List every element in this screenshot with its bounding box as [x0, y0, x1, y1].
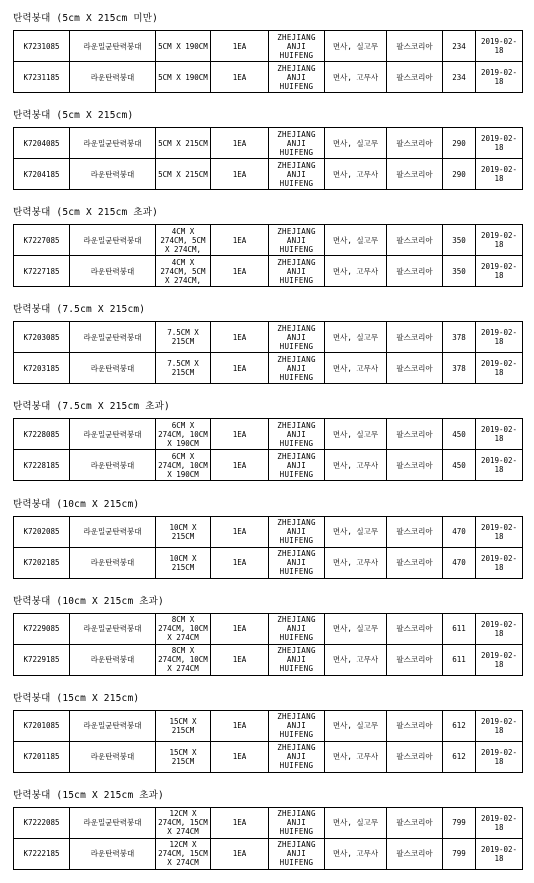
- product-code-cell: K7227085: [14, 225, 70, 256]
- seller-cell: 팔스코리아: [387, 419, 443, 450]
- price-cell: 612: [443, 741, 476, 772]
- product-table: [13, 30, 523, 93]
- seller-cell: 팔스코리아: [387, 353, 443, 384]
- product-table: [13, 418, 523, 481]
- unit-cell: 1EA: [211, 644, 269, 675]
- manufacturer-cell: ZHEJIANG ANJI HUIFENG: [269, 322, 325, 353]
- seller-cell: 팔스코리아: [387, 225, 443, 256]
- price-cell: 612: [443, 710, 476, 741]
- price-cell: 290: [443, 128, 476, 159]
- table-row: [14, 322, 523, 353]
- section-title: 탄력붕대 (10cm X 215cm 초과): [13, 595, 164, 607]
- unit-cell: 1EA: [211, 419, 269, 450]
- material-cell: 면사, 고무사: [325, 741, 387, 772]
- table-row: [14, 159, 523, 190]
- seller-cell: 팔스코리아: [387, 31, 443, 62]
- date-cell: 2019-02-18: [476, 710, 523, 741]
- seller-cell: 팔스코리아: [387, 838, 443, 869]
- price-cell: 234: [443, 31, 476, 62]
- section-title: 탄력붕대 (7.5cm X 215cm): [13, 304, 146, 316]
- material-cell: 면사, 실고무: [325, 807, 387, 838]
- date-cell: 2019-02-18: [476, 419, 523, 450]
- price-cell: 378: [443, 322, 476, 353]
- material-cell: 면사, 고무사: [325, 838, 387, 869]
- table-row: [14, 516, 523, 547]
- seller-cell: 팔스코리아: [387, 613, 443, 644]
- material-cell: 면사, 고무사: [325, 256, 387, 287]
- unit-cell: 1EA: [211, 225, 269, 256]
- product-name-cell: 라운탄력붕대: [70, 838, 156, 869]
- manufacturer-cell: ZHEJIANG ANJI HUIFENG: [269, 31, 325, 62]
- table-row: [14, 225, 523, 256]
- date-cell: 2019-02-18: [476, 322, 523, 353]
- date-cell: 2019-02-18: [476, 741, 523, 772]
- material-cell: 면사, 실고무: [325, 419, 387, 450]
- product-code-cell: K7203185: [14, 353, 70, 384]
- date-cell: 2019-02-18: [476, 128, 523, 159]
- product-name-cell: 라운밀균탄력붕대: [70, 128, 156, 159]
- size-spec-cell: 8CM X 274CM, 10CM X 274CM: [156, 613, 211, 644]
- product-code-cell: K7229085: [14, 613, 70, 644]
- product-code-cell: K7229185: [14, 644, 70, 675]
- unit-cell: 1EA: [211, 128, 269, 159]
- material-cell: 면사, 실고무: [325, 322, 387, 353]
- date-cell: 2019-02-18: [476, 159, 523, 190]
- product-code-cell: K7227185: [14, 256, 70, 287]
- size-spec-cell: 5CM X 215CM: [156, 159, 211, 190]
- product-table: [13, 613, 523, 676]
- price-cell: 611: [443, 644, 476, 675]
- price-cell: 799: [443, 838, 476, 869]
- table-row: [14, 644, 523, 675]
- date-cell: 2019-02-18: [476, 838, 523, 869]
- unit-cell: 1EA: [211, 838, 269, 869]
- size-spec-cell: 4CM X 274CM, 5CM X 274CM,: [156, 256, 211, 287]
- product-name-cell: 라운탄력붕대: [70, 741, 156, 772]
- seller-cell: 팔스코리아: [387, 516, 443, 547]
- seller-cell: 팔스코리아: [387, 710, 443, 741]
- seller-cell: 팔스코리아: [387, 450, 443, 481]
- unit-cell: 1EA: [211, 353, 269, 384]
- table-row: [14, 547, 523, 578]
- product-name-cell: 라운탄력붕대: [70, 159, 156, 190]
- manufacturer-cell: ZHEJIANG ANJI HUIFENG: [269, 225, 325, 256]
- material-cell: 면사, 고무사: [325, 547, 387, 578]
- size-spec-cell: 7.5CM X 215CM: [156, 322, 211, 353]
- product-code-cell: K7204085: [14, 128, 70, 159]
- material-cell: 면사, 고무사: [325, 159, 387, 190]
- product-code-cell: K7203085: [14, 322, 70, 353]
- unit-cell: 1EA: [211, 62, 269, 93]
- material-cell: 면사, 실고무: [325, 128, 387, 159]
- seller-cell: 팔스코리아: [387, 159, 443, 190]
- product-name-cell: 라운탄력붕대: [70, 547, 156, 578]
- manufacturer-cell: ZHEJIANG ANJI HUIFENG: [269, 159, 325, 190]
- unit-cell: 1EA: [211, 613, 269, 644]
- date-cell: 2019-02-18: [476, 644, 523, 675]
- product-name-cell: 라운밀균탄력붕대: [70, 225, 156, 256]
- table-row: [14, 256, 523, 287]
- material-cell: 면사, 고무사: [325, 644, 387, 675]
- unit-cell: 1EA: [211, 807, 269, 838]
- product-table: [13, 321, 523, 384]
- size-spec-cell: 12CM X 274CM, 15CM X 274CM: [156, 838, 211, 869]
- date-cell: 2019-02-18: [476, 353, 523, 384]
- product-code-cell: K7222185: [14, 838, 70, 869]
- unit-cell: 1EA: [211, 256, 269, 287]
- unit-cell: 1EA: [211, 741, 269, 772]
- product-code-cell: K7202185: [14, 547, 70, 578]
- manufacturer-cell: ZHEJIANG ANJI HUIFENG: [269, 741, 325, 772]
- price-cell: 378: [443, 353, 476, 384]
- date-cell: 2019-02-18: [476, 807, 523, 838]
- product-name-cell: 라운탄력붕대: [70, 62, 156, 93]
- unit-cell: 1EA: [211, 547, 269, 578]
- material-cell: 면사, 고무사: [325, 62, 387, 93]
- size-spec-cell: 8CM X 274CM, 10CM X 274CM: [156, 644, 211, 675]
- product-code-cell: K7231185: [14, 62, 70, 93]
- product-name-cell: 라운밀균탄력붕대: [70, 613, 156, 644]
- product-code-cell: K7222085: [14, 807, 70, 838]
- manufacturer-cell: ZHEJIANG ANJI HUIFENG: [269, 450, 325, 481]
- material-cell: 면사, 실고무: [325, 225, 387, 256]
- section-title: 탄력붕대 (10cm X 215cm): [13, 498, 140, 510]
- seller-cell: 팔스코리아: [387, 322, 443, 353]
- table-row: [14, 741, 523, 772]
- size-spec-cell: 10CM X 215CM: [156, 516, 211, 547]
- section-title: 탄력붕대 (7.5cm X 215cm 초과): [13, 401, 170, 413]
- material-cell: 면사, 실고무: [325, 31, 387, 62]
- size-spec-cell: 7.5CM X 215CM: [156, 353, 211, 384]
- date-cell: 2019-02-18: [476, 62, 523, 93]
- product-name-cell: 라운탄력붕대: [70, 450, 156, 481]
- seller-cell: 팔스코리아: [387, 807, 443, 838]
- manufacturer-cell: ZHEJIANG ANJI HUIFENG: [269, 807, 325, 838]
- material-cell: 면사, 고무사: [325, 450, 387, 481]
- size-spec-cell: 6CM X 274CM, 10CM X 190CM: [156, 450, 211, 481]
- seller-cell: 팔스코리아: [387, 741, 443, 772]
- manufacturer-cell: ZHEJIANG ANJI HUIFENG: [269, 128, 325, 159]
- product-name-cell: 라운밀균탄력붕대: [70, 807, 156, 838]
- price-cell: 611: [443, 613, 476, 644]
- product-code-cell: K7228085: [14, 419, 70, 450]
- product-code-cell: K7231085: [14, 31, 70, 62]
- section-title: 탄력붕대 (5cm X 215cm 미만): [13, 13, 159, 24]
- table-row: [14, 419, 523, 450]
- table-row: [14, 613, 523, 644]
- manufacturer-cell: ZHEJIANG ANJI HUIFENG: [269, 516, 325, 547]
- table-row: [14, 807, 523, 838]
- size-spec-cell: 12CM X 274CM, 15CM X 274CM: [156, 807, 211, 838]
- table-row: [14, 710, 523, 741]
- manufacturer-cell: ZHEJIANG ANJI HUIFENG: [269, 613, 325, 644]
- seller-cell: 팔스코리아: [387, 62, 443, 93]
- price-cell: 470: [443, 516, 476, 547]
- price-cell: 799: [443, 807, 476, 838]
- size-spec-cell: 5CM X 215CM: [156, 128, 211, 159]
- date-cell: 2019-02-18: [476, 256, 523, 287]
- manufacturer-cell: ZHEJIANG ANJI HUIFENG: [269, 644, 325, 675]
- price-cell: 450: [443, 450, 476, 481]
- date-cell: 2019-02-18: [476, 613, 523, 644]
- unit-cell: 1EA: [211, 516, 269, 547]
- product-name-cell: 라운탄력붕대: [70, 256, 156, 287]
- product-code-cell: K7201085: [14, 710, 70, 741]
- manufacturer-cell: ZHEJIANG ANJI HUIFENG: [269, 710, 325, 741]
- manufacturer-cell: ZHEJIANG ANJI HUIFENG: [269, 547, 325, 578]
- price-cell: 234: [443, 62, 476, 93]
- size-spec-cell: 10CM X 215CM: [156, 547, 211, 578]
- date-cell: 2019-02-18: [476, 450, 523, 481]
- table-row: [14, 450, 523, 481]
- table-row: [14, 838, 523, 869]
- manufacturer-cell: ZHEJIANG ANJI HUIFENG: [269, 256, 325, 287]
- product-code-cell: K7201185: [14, 741, 70, 772]
- table-row: [14, 353, 523, 384]
- product-name-cell: 라운탄력붕대: [70, 353, 156, 384]
- size-spec-cell: 5CM X 190CM: [156, 31, 211, 62]
- date-cell: 2019-02-18: [476, 225, 523, 256]
- product-name-cell: 라운밀균탄력붕대: [70, 516, 156, 547]
- size-spec-cell: 15CM X 215CM: [156, 710, 211, 741]
- unit-cell: 1EA: [211, 710, 269, 741]
- product-name-cell: 라운탄력붕대: [70, 644, 156, 675]
- section-title: 탄력붕대 (5cm X 215cm 초과): [13, 207, 159, 219]
- size-spec-cell: 15CM X 215CM: [156, 741, 211, 772]
- size-spec-cell: 4CM X 274CM, 5CM X 274CM,: [156, 225, 211, 256]
- product-name-cell: 라운밀균탄력붕대: [70, 419, 156, 450]
- price-cell: 350: [443, 225, 476, 256]
- product-code-cell: K7202085: [14, 516, 70, 547]
- unit-cell: 1EA: [211, 159, 269, 190]
- product-code-cell: K7204185: [14, 159, 70, 190]
- manufacturer-cell: ZHEJIANG ANJI HUIFENG: [269, 838, 325, 869]
- table-row: [14, 62, 523, 93]
- date-cell: 2019-02-18: [476, 516, 523, 547]
- seller-cell: 팔스코리아: [387, 547, 443, 578]
- seller-cell: 팔스코리아: [387, 644, 443, 675]
- section-title: 탄력붕대 (15cm X 215cm 초과): [13, 789, 164, 801]
- price-cell: 450: [443, 419, 476, 450]
- product-name-cell: 라운밀균탄력붕대: [70, 710, 156, 741]
- date-cell: 2019-02-18: [476, 547, 523, 578]
- manufacturer-cell: ZHEJIANG ANJI HUIFENG: [269, 62, 325, 93]
- product-table: [13, 516, 523, 579]
- price-cell: 350: [443, 256, 476, 287]
- material-cell: 면사, 고무사: [325, 353, 387, 384]
- product-table: [13, 807, 523, 870]
- section-title: 탄력붕대 (5cm X 215cm): [13, 110, 134, 122]
- unit-cell: 1EA: [211, 322, 269, 353]
- price-cell: 290: [443, 159, 476, 190]
- size-spec-cell: 5CM X 190CM: [156, 62, 211, 93]
- seller-cell: 팔스코리아: [387, 128, 443, 159]
- unit-cell: 1EA: [211, 31, 269, 62]
- section-title: 탄력붕대 (15cm X 215cm): [13, 692, 140, 704]
- product-name-cell: 라운밀균탄력붕대: [70, 322, 156, 353]
- material-cell: 면사, 실고무: [325, 613, 387, 644]
- table-row: [14, 31, 523, 62]
- table-row: [14, 128, 523, 159]
- material-cell: 면사, 실고무: [325, 516, 387, 547]
- product-table: [13, 224, 523, 287]
- size-spec-cell: 6CM X 274CM, 10CM X 190CM: [156, 419, 211, 450]
- unit-cell: 1EA: [211, 450, 269, 481]
- product-name-cell: 라운밀균탄력붕대: [70, 31, 156, 62]
- product-code-cell: K7228185: [14, 450, 70, 481]
- material-cell: 면사, 실고무: [325, 710, 387, 741]
- manufacturer-cell: ZHEJIANG ANJI HUIFENG: [269, 419, 325, 450]
- seller-cell: 팔스코리아: [387, 256, 443, 287]
- product-table: [13, 127, 523, 190]
- manufacturer-cell: ZHEJIANG ANJI HUIFENG: [269, 353, 325, 384]
- date-cell: 2019-02-18: [476, 31, 523, 62]
- product-table: [13, 710, 523, 773]
- price-cell: 470: [443, 547, 476, 578]
